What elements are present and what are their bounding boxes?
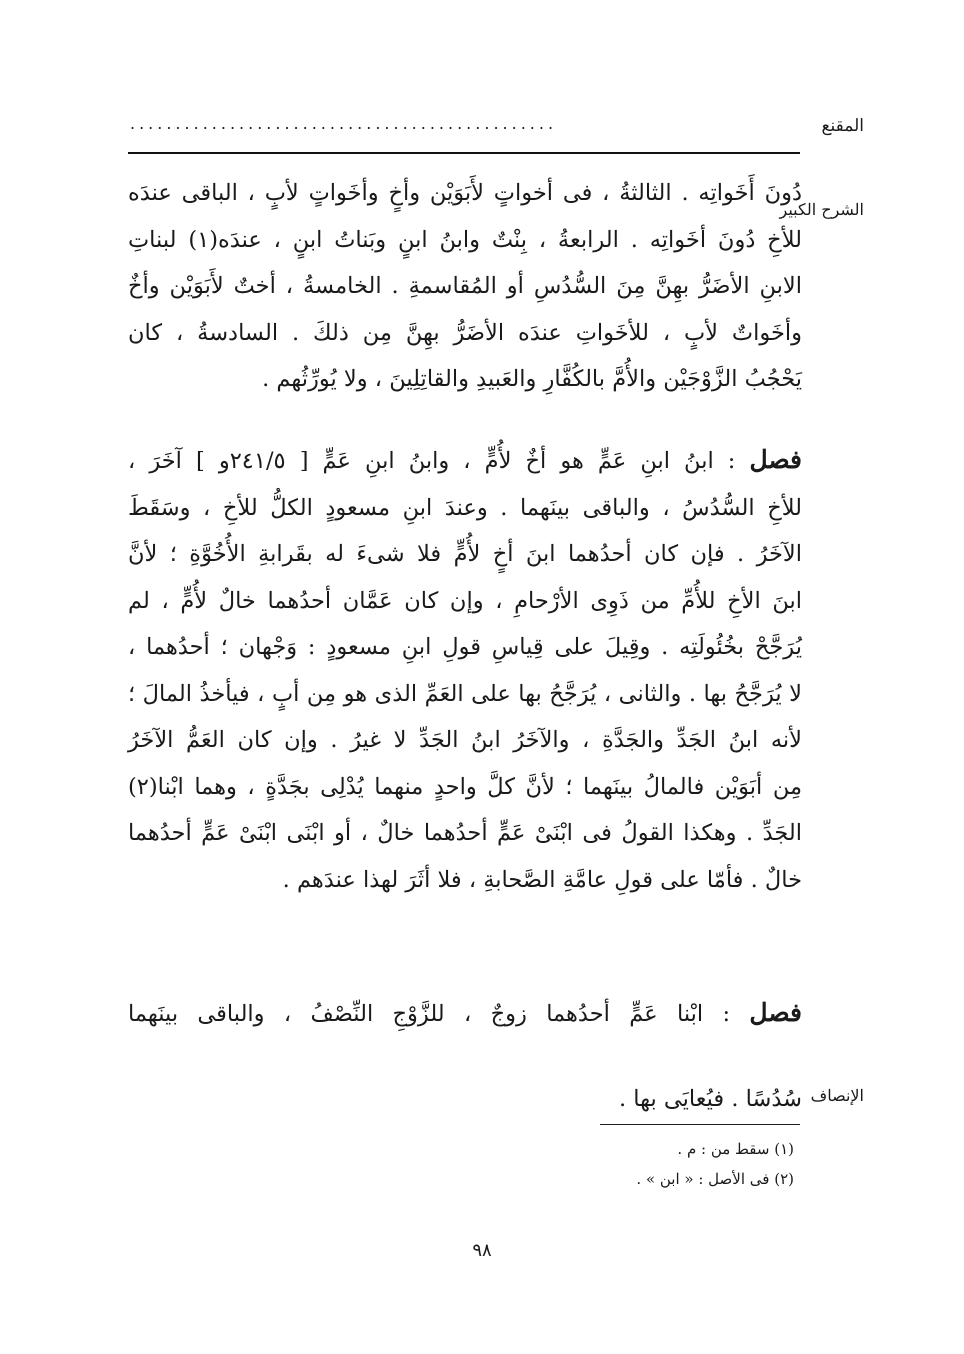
fasl-paragraph-2 [128, 990, 802, 1038]
footnote-2: (٢) فى الأصل : « ابن » . [636, 1170, 794, 1188]
fasl-paragraph-1 [128, 437, 802, 903]
text-line: الآخَرُ . فإن كان أحدُهما ابنَ أخٍ لأُمٍّ فلا شىءَ له بقَرابةِ الأُخُوَّةِ ؛ لأنَّ [128, 541, 802, 567]
fasl-heading: فصل [749, 445, 803, 474]
insaf-text [128, 1076, 802, 1123]
margin-label-sharh: الشرح الكبير [779, 200, 864, 219]
text-line: للأخِ السُّدُسُ ، والباقى بينَهما . وعندَ ابنِ مسعودٍ الكلُّ للأخِ ، وسَقَطَ [128, 494, 802, 521]
footnote-rule [600, 1124, 800, 1125]
text-line: لا يُرَجَّحُ بها . والثانى ، يُرَجَّحُ بها على العَمِّ الذى هو مِن أبٍ ، فيأخذُ المالَ ؛ [128, 680, 802, 707]
text-line: مِن أبَوَيْن فالمالُ بينَهما ؛ لأنَّ كلَّ واحدٍ منهما يُدْلِى بجَدَّةٍ ، وهما ابْنا(٢) [128, 773, 802, 800]
text-line [128, 990, 802, 1038]
text-line: دُونَ أَخَواتِه . الثالثةُ ، فى أخواتٍ لأَبَوَيْن وأخٍ وأخَواتٍ لأبٍ ، الباقى عندَه [128, 180, 802, 206]
text-line: خالٌ . فأمّا على قولِ عامَّةِ الصَّحابةِ ، فلا أثَرَ لهذا عندَهم . [282, 866, 802, 893]
text-line: سُدُسًا . فيُعايَى بها . [618, 1086, 802, 1112]
fasl-heading: فصل [749, 998, 802, 1027]
fasl-text: : ابْنا عَمٍّ أحدُهما زوجٌ ، للزَّوْجِ النِّصْفُ ، والباقى بينَهما [128, 1001, 750, 1027]
running-title: المقنع [821, 116, 864, 136]
footnote-1: (١) سقط من : م . [677, 1140, 794, 1158]
text-line: يُرَجَّحْ بخُئُولَتِه . وقِيلَ على قِياسِ قولِ ابنِ مسعودٍ : وَجْهان ؛ أحدُهما ، [128, 634, 802, 660]
text-line: للأخِ دُونَ أخَواتِه . الرابعةُ ، بِنْتٌ وابنُ ابنٍ وبَناتُ ابنٍ ، عندَه(١) لبناتِ [128, 226, 802, 253]
margin-label-insaf: الإنصاف [810, 1086, 864, 1105]
text-line [128, 437, 802, 485]
text-line: لأنه ابنُ الجَدِّ والجَدَّةِ ، والآخَرُ ابنُ الجَدِّ لا غيرُ . وإن كان العَمُّ الآخَرُ [128, 727, 802, 753]
fasl-text: : ابنُ ابنِ عَمٍّ هو أخٌ لأُمٍّ ، وابنُ ابنِ عَمٍّ [ ٢٤١/٥و ] آخَرَ ، [128, 448, 750, 474]
header-rule [128, 152, 800, 154]
header-dotted-line: ............................................... [130, 114, 558, 133]
sharh-paragraph [128, 170, 802, 403]
text-line: ابنَ الأخِ للأُمِّ من ذَوِى الأرْحامِ ، وإن كان عَمَّان أحدُهما خالٌ لأُمٍّ ، لم [128, 587, 802, 614]
text-line: يَحْجُبُ الزَّوْجَيْن والأُمَّ بالكُفَّارِ والعَبيدِ والقاتِلِينَ ، ولا يُورِّثُهم . [262, 366, 802, 392]
text-line: الابنِ الأضَرُّ بهِنَّ مِنَ السُّدُسِ أو المُقاسمةِ . الخامسةُ ، أختٌ لأَبَوَيْن وأخٌ [128, 273, 802, 299]
text-line: وأخَواتٌ لأبٍ ، للأخَواتِ عندَه الأضَرُّ بهِنَّ مِن ذلكَ . السادسةُ ، كان [128, 319, 802, 346]
page-number: ٩٨ [472, 1240, 492, 1261]
text-line: الجَدِّ . وهكذا القولُ فى ابْنَىْ عَمٍّ أحدُهما خالٌ ، أو ابْنَى ابْنَىْ عَمٍّ أحدُهما [128, 820, 802, 846]
